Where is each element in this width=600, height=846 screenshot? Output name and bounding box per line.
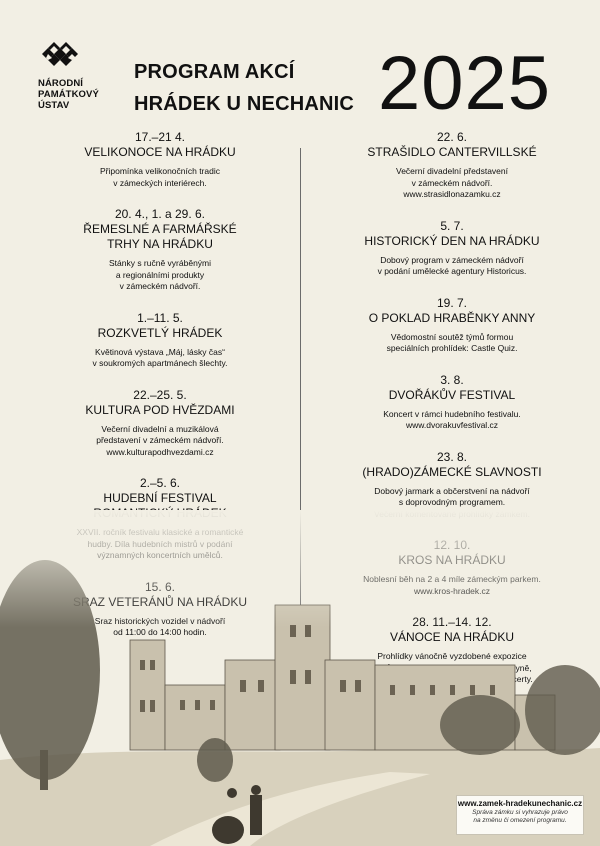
event-item: [20, 207, 300, 293]
event-date: 22. 6.: [436, 130, 468, 144]
event-desc: Koncert v rámci hudebního festivalu. www.dvorakuvfestival.cz: [383, 408, 521, 430]
event-date: 1.–11. 5.: [137, 310, 183, 325]
event-desc: Večerní divadelní a muzikálová představení v zámeckém nádvoří. www.kulturapodhvezdami.cz: [96, 423, 224, 457]
event-name: ŘEMESLNÉ A FARMÁŘSKÉ TRHY NA HRÁDKU: [83, 222, 237, 251]
event-item: [20, 130, 300, 189]
event-name: (HRADO)ZÁMECKÉ SLAVNOSTI: [362, 464, 542, 479]
logo-line-3: ÚSTAV: [38, 100, 70, 111]
event-item: [20, 388, 300, 459]
website-link[interactable]: www.zamek-hradekunechanic.cz: [457, 799, 583, 808]
event-name: DVOŘÁKŮV FESTIVAL: [388, 387, 516, 402]
event-date: 3. 8.: [440, 372, 464, 387]
event-item: [20, 311, 300, 370]
event-date: 5. 7.: [440, 218, 464, 233]
event-desc: Dobový jarmark a občerstvení na nádvoří s doprovodným programem.: [374, 485, 530, 507]
event-desc: Dobový program v zámeckém nádvoří v podání umělecké agentury Historicus.: [377, 254, 527, 276]
event-desc: Květinová výstava „Máj, lásky čas“ v soukromých apartmánech šlechty.: [92, 346, 228, 368]
event-desc: Připomínka velikonočních tradic v zámeckých interiérech.: [99, 166, 220, 188]
event-desc: Stánky s ručně vyráběnými a regionálními produkty v zámeckém nádvoří.: [108, 258, 212, 291]
event-date: 2.–5. 6.: [139, 476, 181, 490]
diamond-grid-logo-icon: [38, 40, 86, 74]
event-name: KULTURA POD HVĚZDAMI: [85, 402, 235, 417]
event-item: [302, 130, 600, 201]
logo-line-1: NÁRODNÍ: [38, 78, 84, 89]
event-date: 19. 7.: [436, 295, 468, 310]
event-item: [302, 219, 600, 278]
event-name: VELIKONOCE NA HRÁDKU: [84, 145, 236, 159]
event-date: 17.–21 4.: [134, 130, 186, 144]
event-desc: Večerní divadelní představení v zámeckém nádvoří. www.strasidlonazamku.cz: [396, 166, 508, 199]
logo-text: [38, 78, 120, 111]
footer-box: [456, 795, 584, 835]
npu-logo: [38, 40, 120, 111]
footer-note: Správa zámku si vyhrazuje právo na změnu či omezení programu.: [472, 809, 568, 824]
event-date: 22.–25. 5.: [133, 387, 187, 402]
event-name: ROZKVETLÝ HRÁDEK: [97, 325, 223, 340]
logo-line-2: PAMÁTKOVÝ: [38, 89, 99, 100]
event-desc: Vědomostní soutěž týmů formou speciálních prohlídek: Castle Quiz.: [386, 331, 518, 353]
event-date: 23. 8.: [436, 449, 468, 464]
title-line-1: PROGRAM AKCÍ: [134, 61, 295, 83]
event-name: HUDEBNÍ FESTIVAL: [103, 491, 217, 505]
title-line-2: HRÁDEK U NECHANIC: [134, 93, 355, 115]
event-name: STRAŠIDLO CANTERVILLSKÉ: [367, 145, 537, 159]
page-title: [134, 56, 354, 120]
event-item: [302, 296, 600, 355]
year-heading: 2025: [378, 41, 552, 126]
event-date: 20. 4., 1. a 29. 6.: [114, 207, 206, 221]
event-name: O POKLAD HRABĚNKY ANNY: [368, 310, 536, 325]
event-item: [302, 373, 600, 432]
event-name: HISTORICKÝ DEN NA HRÁDKU: [364, 233, 540, 248]
